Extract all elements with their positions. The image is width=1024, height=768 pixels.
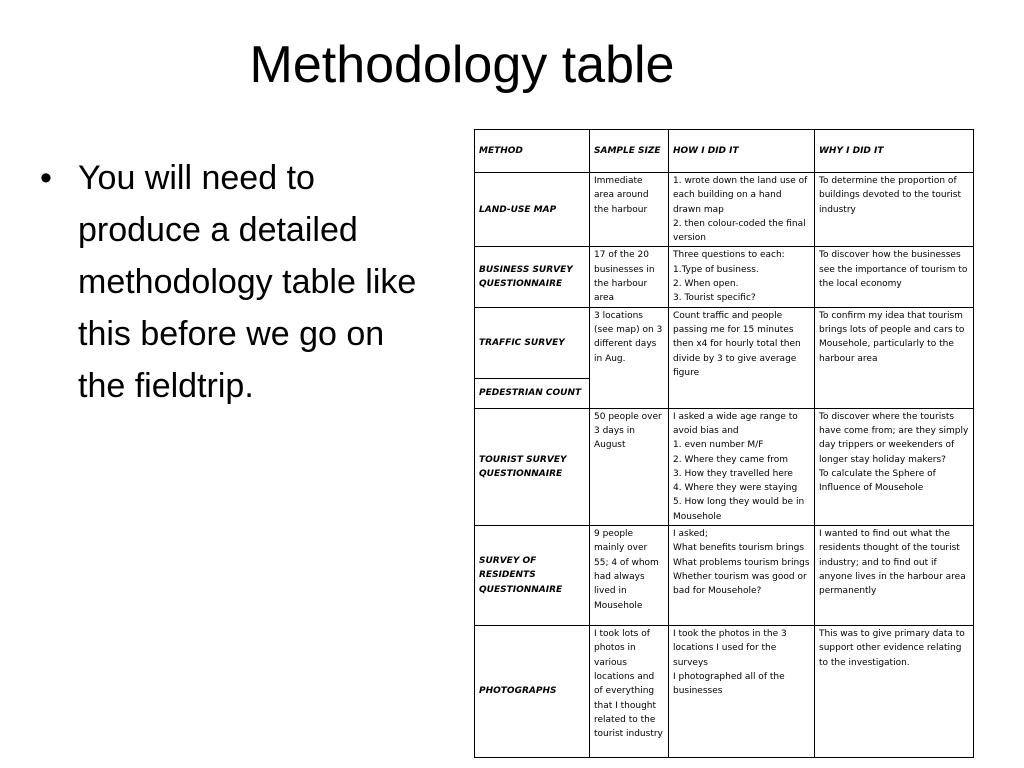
method-cell: LAND-USE MAP [475,173,590,247]
methodology-table [474,129,974,758]
header-method: METHOD [475,130,590,173]
table-row [475,526,974,626]
how-cell: Three questions to each: 1.Type of business. 2. When open. 3. Tourist specific? [669,247,815,307]
sample-size-cell: I took lots of photos in various locations and of everything that I thought related to the tourist industry [590,626,669,758]
why-cell: To discover how the businesses see the importance of tourism to the local economy [815,247,974,307]
method-cell: TOURIST SURVEY QUESTIONNAIRE [475,408,590,525]
bullet-symbol: • [40,159,52,197]
how-cell: Count traffic and people passing me for 15 minutes then x4 for hourly total then divide by 3 to give average figure [669,307,815,408]
sample-size-cell: 9 people mainly over 55; 4 of whom had always lived in Mousehole [590,526,669,626]
method-cell: PHOTOGRAPHS [475,626,590,758]
sample-size-cell: 3 locations (see map) on 3 different days in Aug. [590,307,669,408]
how-cell: 1. wrote down the land use of each building on a hand drawn map 2. then colour-coded the final version [669,173,815,247]
slide-title: Methodology table [249,36,675,94]
header-why-i-did-it: WHY I DID IT [815,130,974,173]
bullet-text: You will need to produce a detailed methodology table like this before we go on the fieldtrip. [78,159,417,405]
table-row [475,247,974,307]
sample-size-cell: 17 of the 20 businesses in the harbour area [590,247,669,307]
why-cell: This was to give primary data to support other evidence relating to the investigation. [815,626,974,758]
how-cell: I asked; What benefits tourism brings What problems tourism brings Whether tourism was good or bad for Mousehole? [669,526,815,626]
table-row [475,408,974,525]
header-sample-size: SAMPLE SIZE [590,130,669,173]
why-cell: To confirm my idea that tourism brings lots of people and cars to Mousehole, particularly to the harbour area [815,307,974,408]
table-header-row [475,130,974,173]
bullet-point [40,152,420,412]
table-row [475,307,974,378]
why-cell: I wanted to find out what the residents thought of the tourist industry; and to find out if anyone lives in the harbour area permanently [815,526,974,626]
header-how-i-did-it: HOW I DID IT [669,130,815,173]
method-cell: PEDESTRIAN COUNT [475,378,590,408]
method-cell: TRAFFIC SURVEY [475,307,590,378]
method-cell: SURVEY OF RESIDENTS QUESTIONNAIRE [475,526,590,626]
how-cell: I asked a wide age range to avoid bias and 1. even number M/F 2. Where they came from 3. How they travelled here 4. Where they were staying 5. How long they would be in Mousehole [669,408,815,525]
table-row [475,626,974,758]
method-cell: BUSINESS SURVEY QUESTIONNAIRE [475,247,590,307]
table-row [475,173,974,247]
why-cell: To determine the proportion of buildings devoted to the tourist industry [815,173,974,247]
sample-size-cell: Immediate area around the harbour [590,173,669,247]
how-cell: I took the photos in the 3 locations I used for the surveys I photographed all of the businesses [669,626,815,758]
sample-size-cell: 50 people over 3 days in August [590,408,669,525]
why-cell: To discover where the tourists have come from; are they simply day trippers or weekenders of longer stay holiday makers? To calculate the Sphere of Influence of Mousehole [815,408,974,525]
